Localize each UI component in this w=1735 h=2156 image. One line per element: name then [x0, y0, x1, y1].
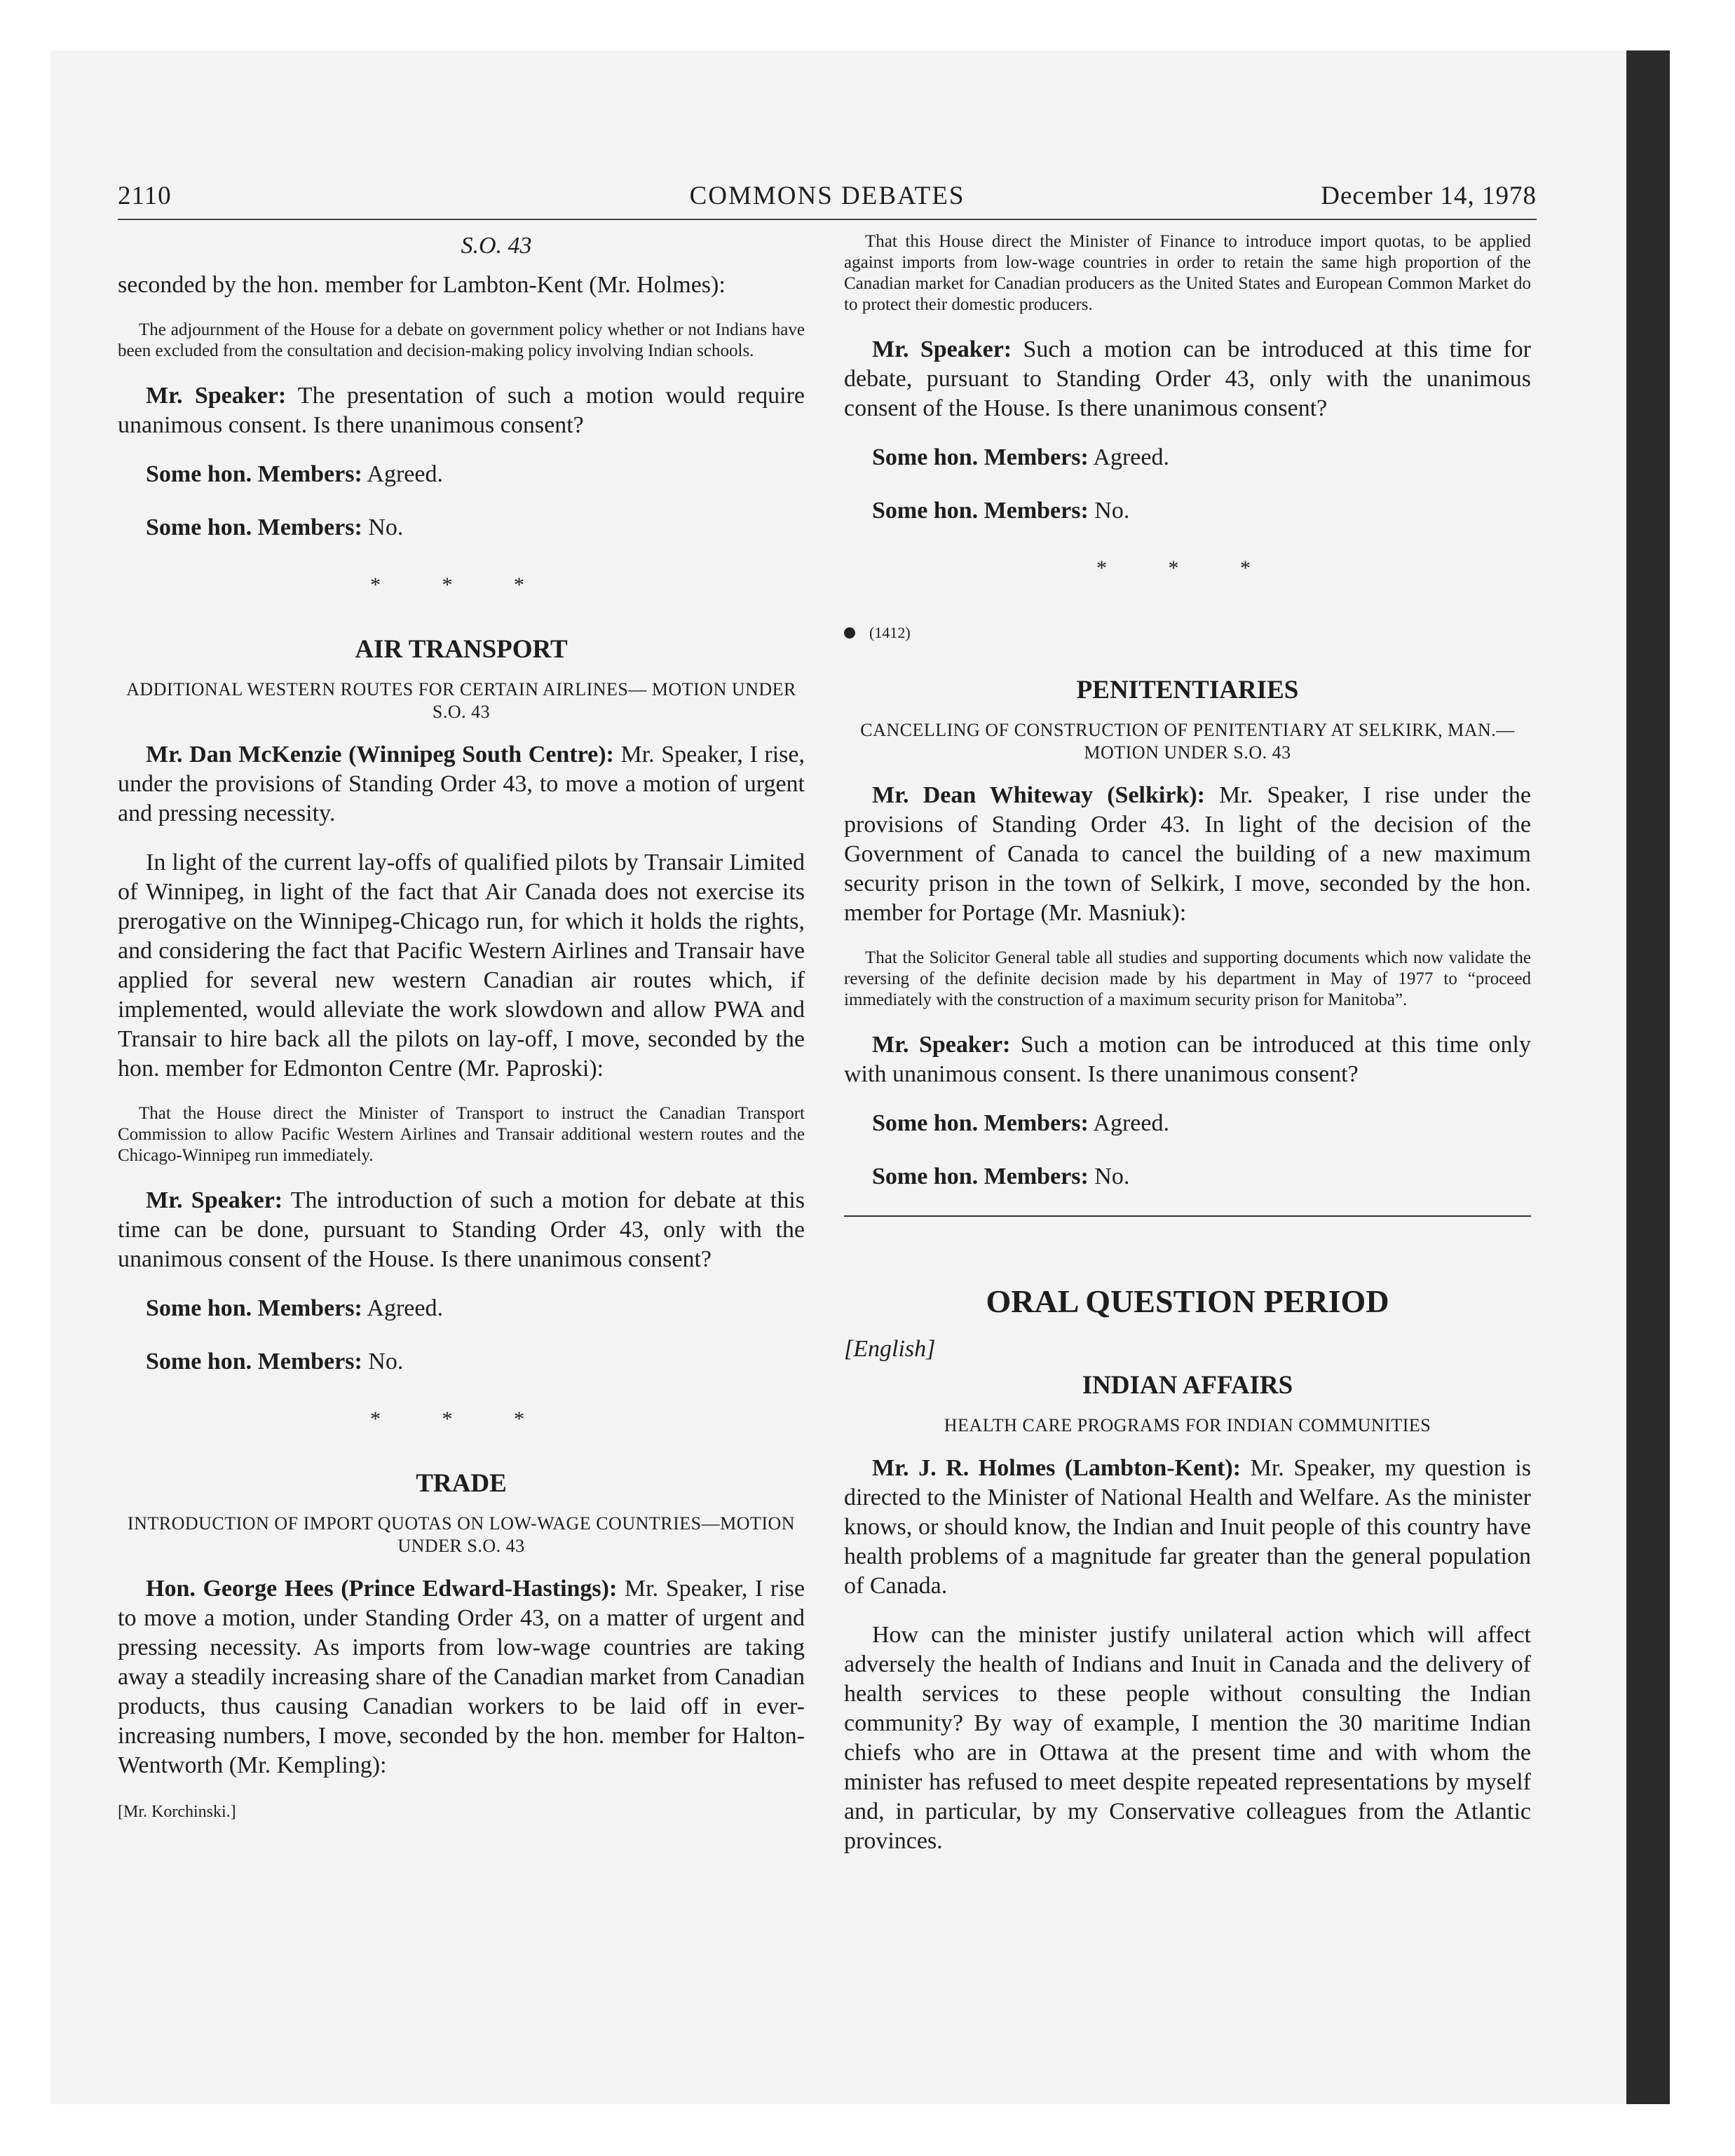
timestamp — [844, 618, 1531, 648]
bullet-icon — [844, 627, 855, 639]
speaker-name: Mr. J. R. Holmes (Lambton-Kent): — [872, 1455, 1241, 1481]
section-separator: * * * — [1096, 557, 1279, 580]
left-column — [118, 231, 805, 1846]
publication-title: COMMONS DEBATES — [689, 182, 965, 210]
timestamp-text: (1412) — [869, 624, 911, 641]
speech-paragraph — [844, 781, 1531, 928]
intro-paragraph: seconded by the hon. member for Lambton-Kent (Mr. Holmes): — [118, 272, 726, 298]
response-text: Agreed. — [1088, 444, 1169, 470]
section-subheading: INTRODUCTION OF IMPORT QUOTAS ON LOW-WAGE COUNTRIES—MOTION UNDER S.O. 43 — [127, 1513, 796, 1556]
response-line — [844, 1109, 1531, 1138]
speaker-name: Mr. Speaker: — [146, 1187, 283, 1213]
page-date: December 14, 1978 — [1321, 182, 1537, 210]
binding-edge — [1626, 50, 1670, 2104]
section-separator: * * * — [370, 1407, 552, 1431]
speech-paragraph — [118, 740, 805, 828]
page-number: 2110 — [118, 182, 172, 210]
response-line — [844, 1162, 1531, 1192]
response-line — [844, 496, 1531, 526]
speaker-name: Mr. Dean Whiteway (Selkirk): — [872, 782, 1205, 808]
oral-question-period-heading: ORAL QUESTION PERIOD — [986, 1283, 1389, 1319]
speech-text: Such a motion can be introduced at this time only with unanimous consent. Is there unanimous consent? — [844, 1032, 1531, 1087]
footer-note: [Mr. Korchinski.] — [118, 1803, 236, 1821]
response-text: Agreed. — [362, 461, 443, 487]
section-separator: * * * — [370, 573, 552, 596]
section-subheading: ADDITIONAL WESTERN ROUTES FOR CERTAIN AIRLINES— MOTION UNDER S.O. 43 — [126, 679, 796, 722]
speaker-name: Some hon. Members: — [872, 498, 1089, 524]
speaker-name: Mr. Speaker: — [872, 336, 1012, 362]
speech-paragraph — [118, 381, 805, 440]
right-column — [844, 231, 1531, 1876]
speech-paragraph — [844, 1454, 1531, 1601]
speech-paragraph: In light of the current lay-offs of qualified pilots by Transair Limited of Winnipeg, in light of the fact that Air Canada does not exercise its prerogative on the Winnipeg-Chicago run, for which it holds the rights, and considering the fact that Pacific Western Airlines and Transair have applied for several new western Canadian air routes which, if implemented, would alleviate the work slowdown and allow PWA and Transair to hire back all the pilots on lay-off, I move, seconded by the hon. member for Edmonton Centre (Mr. Paproski): — [118, 850, 805, 1082]
speech-paragraph: How can the minister justify unilateral action which will affect adversely the health of Indians and Inuit in Canada and the delivery of health services to these people without consulting the Indian community? By way of example, I mention the 30 maritime Indian chiefs who are in Ottawa at the present time and with whom the minister has refused to meet despite repeated representations by myself and, in particular, by my Conservative colleagues from the Atlantic provinces. — [844, 1622, 1531, 1854]
section-heading: INDIAN AFFAIRS — [1082, 1371, 1293, 1400]
response-line — [118, 1347, 805, 1377]
response-text: No. — [1088, 498, 1130, 524]
motion-text: That this House direct the Minister of Finance to introduce import quotas, to be applied against imports from low-wage countries in order to retain the same high proportion of the Canadian market for Canadian producers as the United States and European Common Market do to protect their domestic producers. — [844, 232, 1531, 314]
response-line — [118, 1294, 805, 1323]
response-text: No. — [362, 1349, 404, 1374]
speaker-name: Mr. Speaker: — [146, 383, 287, 409]
response-line — [118, 513, 805, 543]
so43-label: S.O. 43 — [461, 233, 532, 259]
section-subheading: HEALTH CARE PROGRAMS FOR INDIAN COMMUNITIES — [944, 1415, 1431, 1435]
response-text: No. — [362, 514, 404, 540]
section-heading: AIR TRANSPORT — [355, 635, 568, 664]
response-line — [844, 443, 1531, 472]
response-text: Agreed. — [362, 1295, 443, 1321]
section-divider — [844, 1215, 1531, 1217]
speaker-name: Mr. Dan McKenzie (Winnipeg South Centre): — [146, 742, 614, 767]
response-text: No. — [1088, 1164, 1130, 1189]
page-header — [118, 177, 1537, 220]
speech-text: Mr. Speaker, I rise to move a motion, under Standing Order 43, on a matter of urgent and pressing necessity. As imports from low-wage countries are taking away a steadily increasing share of the Canadian market from Canadian products, thus causing Canadian workers to be laid off in ever-increasing numbers, I move, seconded by the hon. member for Halton-Wentworth (Mr. Kempling): — [118, 1576, 805, 1778]
response-text: Agreed. — [1088, 1110, 1169, 1136]
speaker-name: Hon. George Hees (Prince Edward-Hastings): — [146, 1576, 618, 1602]
speech-text: Mr. Speaker, my question is directed to the Minister of National Health and Welfare. As the minister knows, or should know, the Indian and Inuit people of this country have health problems of a magnitude far greater than the general population of Canada. — [844, 1455, 1531, 1599]
speech-paragraph — [118, 1186, 805, 1274]
speech-text: Mr. Speaker, I rise, under the provisions of Standing Order 43, to move a motion of urgent and pressing necessity. — [118, 742, 805, 826]
language-tag: [English] — [844, 1336, 936, 1362]
section-heading: TRADE — [416, 1469, 507, 1498]
speaker-name: Some hon. Members: — [146, 514, 362, 540]
section-subheading: CANCELLING OF CONSTRUCTION OF PENITENTIARY AT SELKIRK, MAN.—MOTION UNDER S.O. 43 — [860, 720, 1515, 763]
speech-paragraph — [844, 1030, 1531, 1089]
speaker-name: Some hon. Members: — [146, 461, 362, 487]
speaker-name: Some hon. Members: — [872, 444, 1089, 470]
motion-text: That the Solicitor General table all studies and supporting documents which now validate the reversing of the definite decision made by his department in May of 1977 to “proceed immediately with the construction of a maximum security prison for Manitoba”. — [844, 948, 1531, 1009]
speech-paragraph — [118, 1574, 805, 1780]
speech-text: The introduction of such a motion for debate at this time can be done, pursuant to Standing Order 43, only with the unanimous consent of the House. Is there unanimous consent? — [118, 1187, 805, 1272]
motion-text: The adjournment of the House for a debate on government policy whether or not Indians have been excluded from the consultation and decision-making policy involving Indian schools. — [118, 320, 805, 360]
speech-text: Such a motion can be introduced at this time for debate, pursuant to Standing Order 43, only with the unanimous consent of the House. Is there unanimous consent? — [844, 336, 1531, 421]
response-line — [118, 460, 805, 489]
motion-text: That the House direct the Minister of Transport to instruct the Canadian Transport Commission to allow Pacific Western Airlines and Transair additional western routes and the Chicago-Winnipeg run immediately. — [118, 1104, 805, 1165]
speaker-name: Some hon. Members: — [872, 1110, 1089, 1136]
speaker-name: Some hon. Members: — [872, 1164, 1089, 1189]
speech-paragraph — [844, 335, 1531, 423]
speaker-name: Some hon. Members: — [146, 1295, 362, 1321]
speech-text: Mr. Speaker, I rise under the provisions of Standing Order 43. In light of the decision of the Government of Canada to cancel the building of a new maximum security prison in the town of Selkirk, I move, seconded by the hon. member for Portage (Mr. Masniuk): — [844, 782, 1531, 926]
speaker-name: Mr. Speaker: — [872, 1032, 1011, 1058]
section-heading: PENITENTIARIES — [1076, 676, 1299, 704]
speech-text: The presentation of such a motion would require unanimous consent. Is there unanimous consent? — [118, 383, 805, 438]
speaker-name: Some hon. Members: — [146, 1349, 362, 1374]
